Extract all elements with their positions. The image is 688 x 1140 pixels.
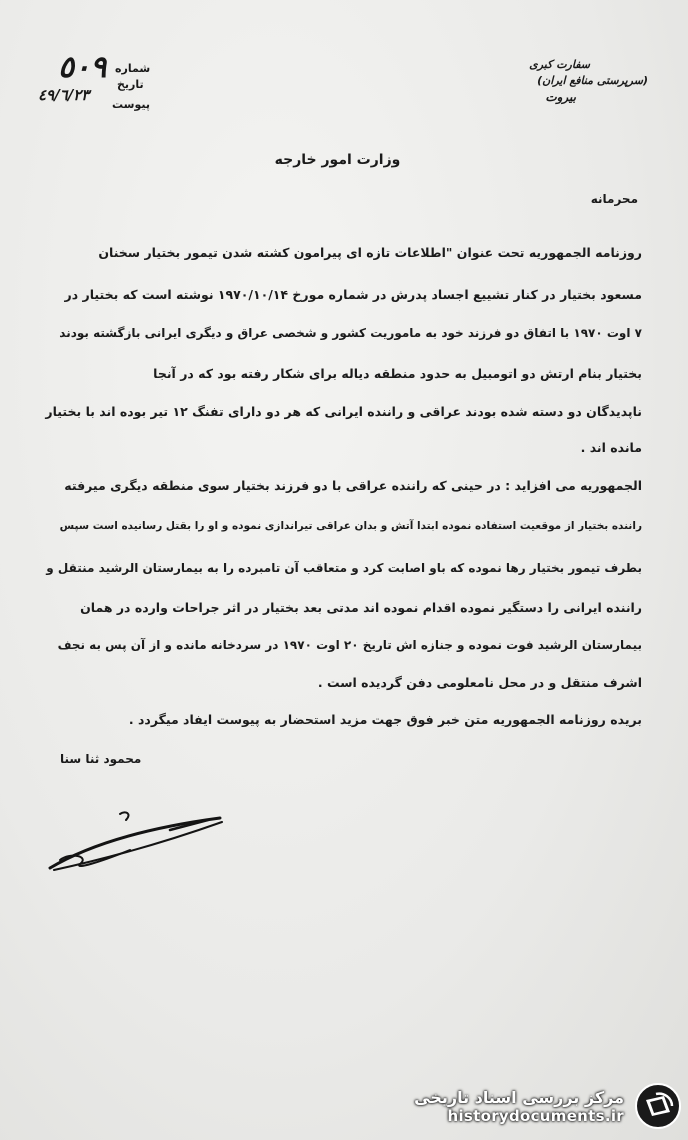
body-line: مسعود بختیار در کنار تشییع اجساد پدرش در شماره مورخ ۱۹۷۰/۱۰/۱۴ نوشته است که بختیار در xyxy=(64,287,642,302)
sender-embassy: سفارت کبری xyxy=(529,58,590,71)
body-line: راننده بختیار از موقعیت استفاده نموده ابتدا آتش و بدان عراقی تیراندازی نموده و او را بقتل رسانیده است سپس xyxy=(59,520,642,532)
classification-label: محرمانه xyxy=(590,192,638,206)
number-label: شماره xyxy=(115,62,151,75)
archive-logo-icon xyxy=(634,1082,682,1130)
date-label: تاریخ xyxy=(117,78,144,91)
signer-name: محمود ثنا سنا xyxy=(60,752,142,766)
body-line: روزنامه الجمهوریه تحت عنوان "اطلاعات تازه ای پیرامون کشته شدن تیمور بختیار سخنان xyxy=(98,245,642,260)
signature-mark xyxy=(40,800,240,880)
addressee: وزارت امور خارجه xyxy=(274,152,401,168)
watermark-text xyxy=(414,1088,624,1125)
watermark-url: historydocuments.ir xyxy=(447,1106,624,1125)
letter-number: ٥٠٩ xyxy=(58,50,107,85)
body-line: ناپدیدگان دو دسته شده بودند عراقی و راننده ایرانی که هر دو دارای تفنگ ۱۲ تیر بوده اند با بختیار xyxy=(45,404,642,419)
body-line: بیمارستان الرشید فوت نموده و جنازه اش تاریخ ۲۰ اوت ۱۹۷۰ در سردخانه مانده و از آن پس به نجف xyxy=(57,638,642,652)
body-line: الجمهوریه می افزاید : در حینی که راننده عراقی با دو فرزند بختیار سوی منطقه دیگری میرفته xyxy=(64,478,642,493)
sender-city: بیروت xyxy=(545,90,576,104)
body-line: بختیار بنام ارتش دو اتومبیل به حدود منطقه دیاله برای شکار رفته بود که در آنجا xyxy=(153,366,642,381)
attachment-label: پیوست xyxy=(112,98,150,111)
watermark-org-name: مرکز بررسی اسناد تاریخی xyxy=(414,1087,624,1107)
closing-line: بریده روزنامه الجمهوریه متن خبر فوق جهت مزید استحضار به پیوست ایفاد میگردد . xyxy=(128,712,642,727)
sender-interest-section: (سرپرستی منافع ایران) xyxy=(537,74,648,87)
body-line: مانده اند . xyxy=(580,440,642,455)
letter-date: ٤٩/٦/٢٣ xyxy=(38,86,90,104)
body-line: ۷ اوت ۱۹۷۰ با اتفاق دو فرزند خود به ماموریت کشور و شخصی عراق و دیگری ایرانی بازگشته بودند xyxy=(59,326,642,340)
body-line: راننده ایرانی را دستگیر نموده اقدام نموده اند مدتی بعد بختیار در اثر جراحات وارده در همان xyxy=(80,600,642,615)
source-watermark xyxy=(382,1078,682,1134)
body-line: بطرف تیمور بختیار رها نموده که باو اصابت کرد و متعاقب آن تامبرده را به بیمارستان الرشید منتقل و xyxy=(46,561,642,575)
body-line: اشرف منتقل و در محل نامعلومی دفن گردیده است . xyxy=(317,675,642,690)
